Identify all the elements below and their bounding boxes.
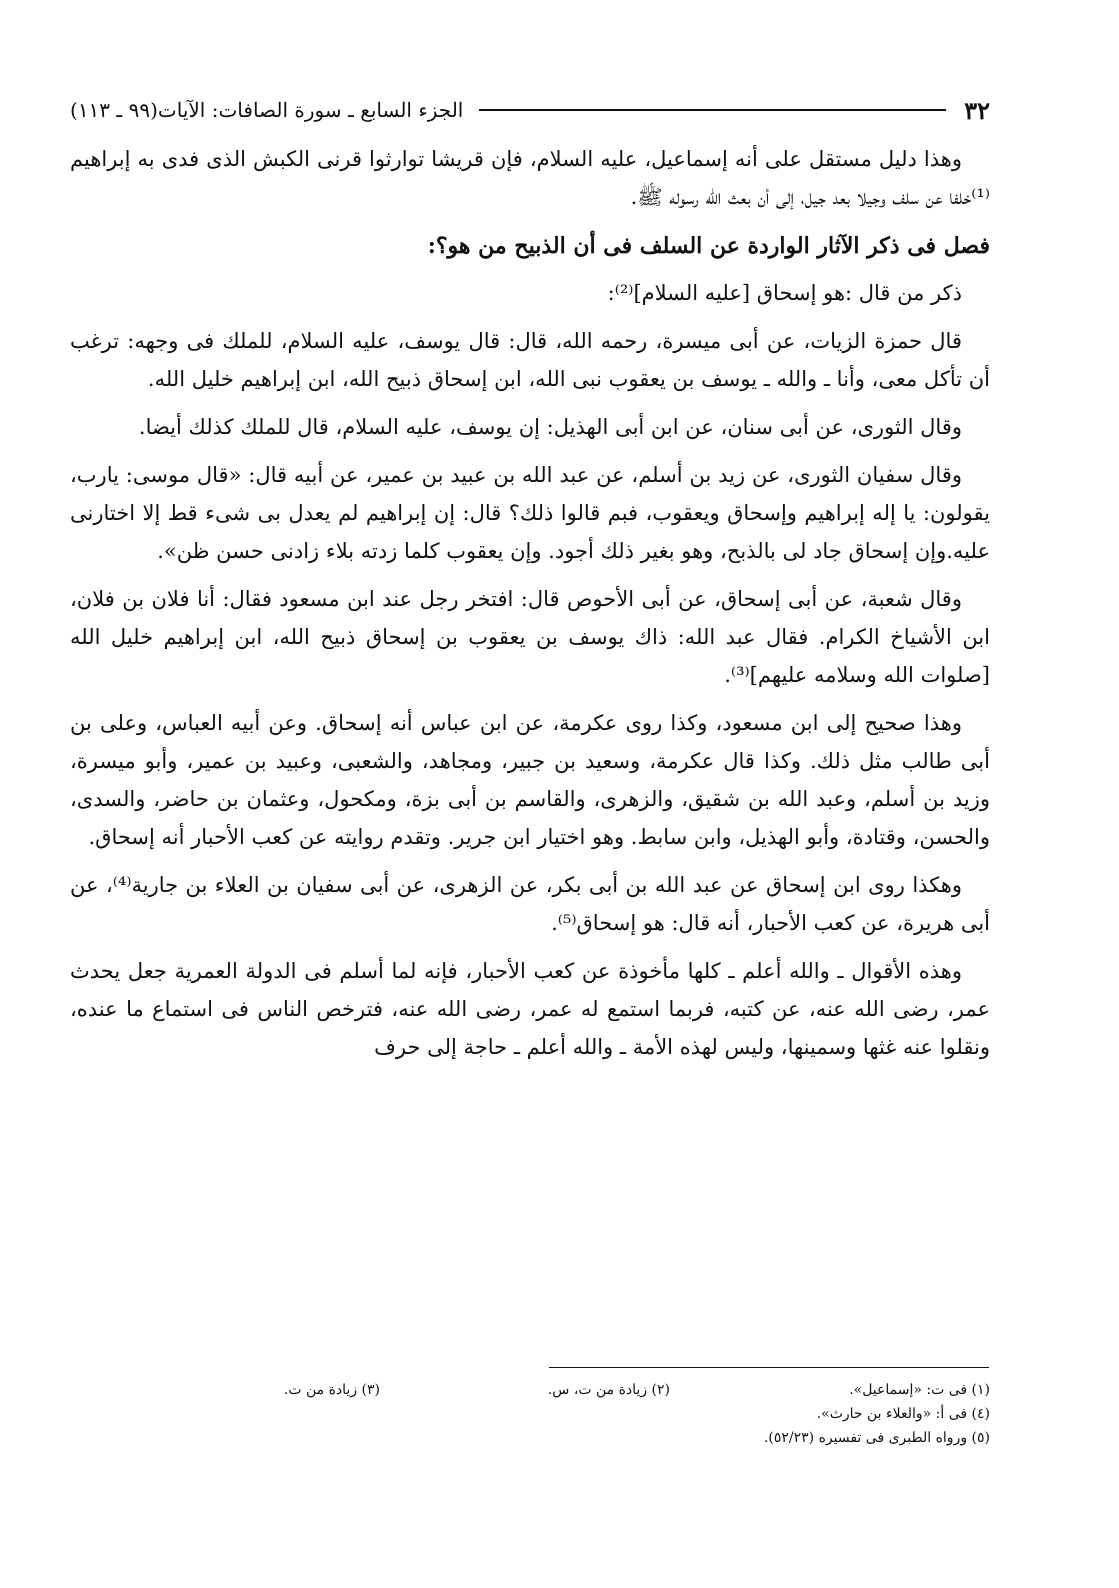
paragraph-8: وهكذا روى ابن إسحاق عن عبد الله بن أبى بكر، عن الزهرى، عن أبى سفيان بن العلاء بن جارية⁽⁴⁾، عن أبى هريرة، عن كعب الأحبار، أنه قال: هو إسحاق⁽⁵⁾. (70, 873, 990, 935)
footnote-4: (٤) فى أ: «والعلاء بن حارث». (816, 1406, 990, 1422)
footnotes (70, 1378, 990, 1450)
paragraph-6: وقال شعبة، عن أبى إسحاق، عن أبى الأحوص قال: افتخر رجل عند ابن مسعود فقال: أنا فلان بن فلان، ابن الأشياخ الكرام. فقال عبد الله: ذاك يوسف بن يعقوب بن إسحاق ذبيح الله، ابن إبراهيم خليل الله [صلوات الله وسلامه عليهم]⁽³⁾. (70, 587, 990, 687)
paragraph-3: قال حمزة الزيات، عن أبى ميسرة، رحمه الله، قال: قال يوسف، عليه السلام، للملك فى وجهه: ترغب أن تأكل معى، وأنا ـ والله ـ يوسف بن يعقوب نبى الله، ابن إسحاق ذبيح الله، ابن إبراهيم خليل الله. (70, 329, 990, 391)
paragraph-7: وهذا صحيح إلى ابن مسعود، وكذا روى عكرمة، عن ابن عباس أنه إسحاق. وعن أبيه العباس، وعلى بن أبى طالب مثل ذلك. وكذا قال عكرمة، وسعيد بن جبير، ومجاهد، والشعبى، وعبيد بن عمير، وأبو ميسرة، وزيد بن أسلم، وعبد الله بن شقيق، والزهرى، والقاسم بن أبى بزة، ومكحول، وعثمان بن حاضر، والسدى، والحسن، وقتادة، وأبو الهذيل، وابن سابط. وهو اختيار ابن جرير. وتقدم روايته عن كعب الأحبار أنه إسحاق. (70, 711, 990, 849)
main-text (70, 140, 990, 1076)
footnote-row (70, 1402, 990, 1426)
paragraph-9: وهذه الأقوال ـ والله أعلم ـ كلها مأخوذة عن كعب الأحبار، فإنه لما أسلم فى الدولة العمرية جعل يحدث عمر، رضى الله عنه، عن كتبه، فربما استمع له عمر، رضى الله عنه، فترخص الناس فى استماع ما عنده، ونقلوا عنه غثها وسمينها، وليس لهذه الأمة ـ والله أعلم ـ حاجة إلى حرف (70, 959, 990, 1059)
footnote-3: (٣) زيادة من ت. (283, 1382, 380, 1398)
paragraph-4: وقال الثورى، عن أبى سنان، عن ابن أبى الهذيل: إن يوسف، عليه السلام، قال للملك كذلك أيضا. (138, 415, 962, 439)
running-header (70, 92, 990, 128)
header-rule (479, 109, 946, 111)
paragraph-1: وهذا دليل مستقل على أنه إسماعيل، عليه السلام، فإن قريشا توارثوا قرنى الكبش الذى فدى به إبراهيم ⁽¹⁾خلفا عن سلف وجيلا بعد جيل، إلى أن بعث الله رسوله ﷺ. (70, 147, 990, 209)
footnote-row (70, 1378, 990, 1402)
page-number: ٣٢ (964, 95, 990, 125)
paragraph-2: ذكر من قال :هو إسحاق [عليه السلام]⁽²⁾: (607, 281, 962, 305)
footnote-5: (٥) ورواه الطبرى فى تفسيره (٥٢/٢٣). (763, 1430, 990, 1446)
footnote-1: (١) فى ت: «إسماعيل». (849, 1382, 990, 1398)
footnote-2: (٢) زيادة من ت، س. (547, 1382, 670, 1398)
running-title: الجزء السابع ـ سورة الصافات: الآيات(٩٩ ـ ١١٣) (70, 98, 464, 122)
section-heading: فصل فى ذكر الآثار الواردة عن السلف فى أن الذبيح من هو؟: (427, 233, 990, 259)
footnote-row (70, 1426, 990, 1450)
footnote-rule (549, 1367, 989, 1368)
paragraph-5: وقال سفيان الثورى، عن زيد بن أسلم، عن عبد الله بن عبيد بن عمير، عن أبيه قال: «قال موسى: يارب، يقولون: يا إله إبراهيم وإسحاق ويعقوب، فبم قالوا ذلك؟ قال: إن إبراهيم لم يعدل بى شىء قط إلا اختارنى عليه.وإن إسحاق جاد لى بالذبح، وهو بغير ذلك أجود. وإن يعقوب كلما زدته بلاء زادنى حسن ظن». (70, 463, 990, 563)
